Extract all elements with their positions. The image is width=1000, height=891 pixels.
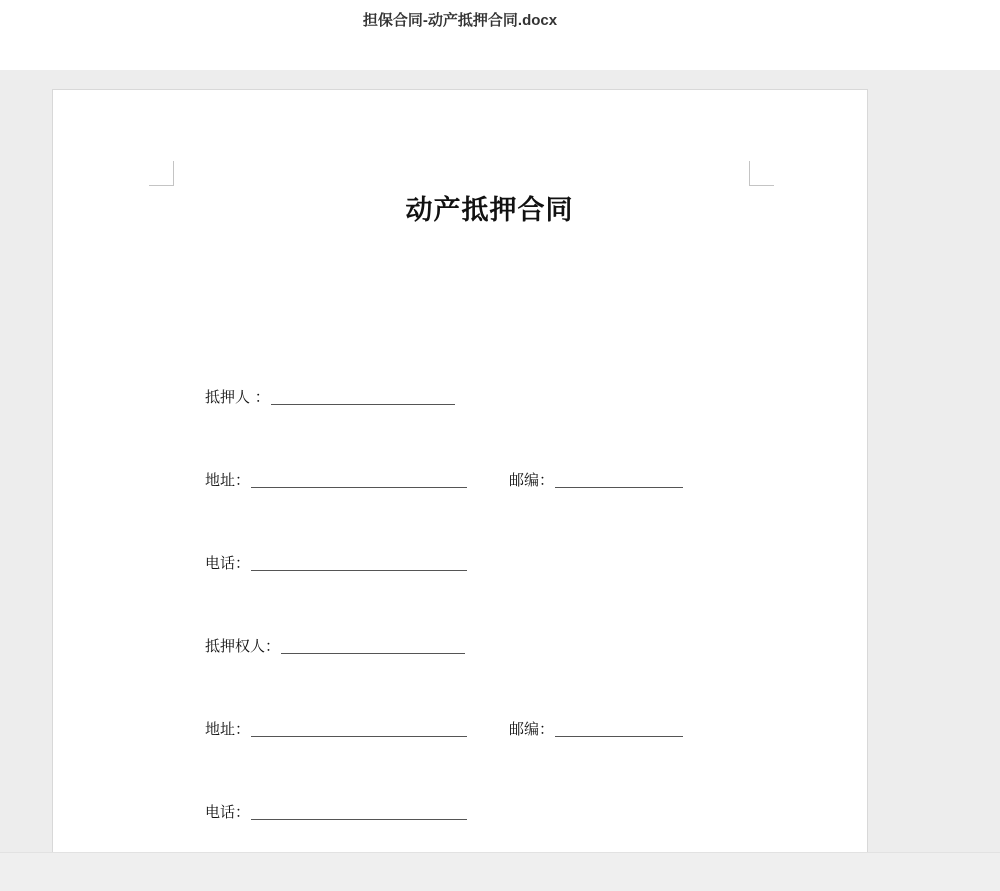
mortgagee-address-field <box>205 719 467 739</box>
blank-line <box>271 404 455 405</box>
blank-line <box>251 819 467 820</box>
blank-line <box>281 653 465 654</box>
margin-corner-top-right <box>749 161 774 186</box>
field-label: 抵押权人： <box>205 637 281 655</box>
blank-line <box>555 487 683 488</box>
field-label: 电话： <box>205 803 251 821</box>
bottom-bar <box>0 852 1000 891</box>
document-viewer[interactable] <box>0 70 1000 852</box>
blank-line <box>555 736 683 737</box>
margin-corner-top-left <box>149 161 174 186</box>
field-label: 电话： <box>205 554 251 572</box>
mortgagee-postcode-field <box>509 719 683 739</box>
field-label: 地址： <box>205 720 251 738</box>
mortgagor-field <box>205 387 455 407</box>
top-bar <box>0 0 1000 70</box>
document-page <box>52 89 868 852</box>
blank-line <box>251 570 467 571</box>
field-label: 邮编： <box>509 471 555 489</box>
document-file-name: 担保合同-动产抵押合同.docx <box>362 12 558 29</box>
mortgagor-postcode-field <box>509 470 683 490</box>
field-label: 地址： <box>205 471 251 489</box>
mortgagor-address-field <box>205 470 467 490</box>
mortgagee-field <box>205 636 465 656</box>
blank-line <box>251 487 467 488</box>
contract-title: 动产抵押合同 <box>405 195 574 226</box>
mortgagor-phone-field <box>205 553 467 573</box>
field-label: 邮编： <box>509 720 555 738</box>
blank-line <box>251 736 467 737</box>
mortgagee-phone-field <box>205 802 467 822</box>
field-label: 抵押人 ： <box>205 388 270 406</box>
